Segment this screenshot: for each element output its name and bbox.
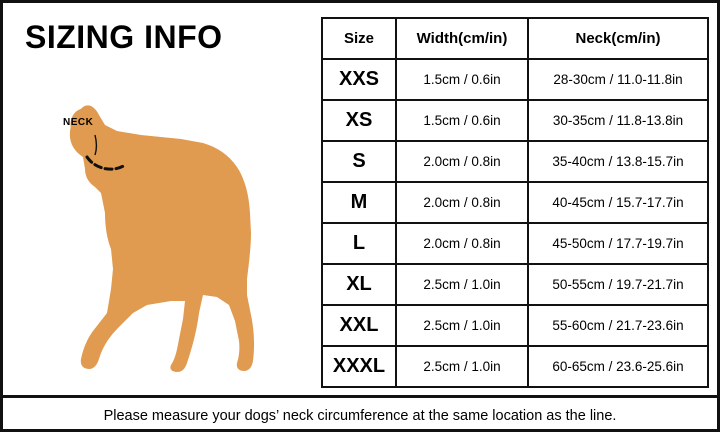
table-header-row bbox=[322, 18, 708, 59]
cell-size: XXL bbox=[322, 305, 396, 346]
table-row bbox=[322, 141, 708, 182]
size-table bbox=[321, 17, 709, 388]
cell-neck: 50-55cm / 19.7-21.7in bbox=[528, 264, 708, 305]
neck-label: NECK bbox=[63, 117, 94, 128]
cell-neck: 30-35cm / 11.8-13.8in bbox=[528, 100, 708, 141]
cell-size: XS bbox=[322, 100, 396, 141]
cell-width: 2.0cm / 0.8in bbox=[396, 182, 528, 223]
dog-diagram bbox=[21, 73, 301, 373]
cell-width: 1.5cm / 0.6in bbox=[396, 100, 528, 141]
table-row bbox=[322, 223, 708, 264]
cell-neck: 60-65cm / 23.6-25.6in bbox=[528, 346, 708, 387]
cell-size: S bbox=[322, 141, 396, 182]
table-row bbox=[322, 59, 708, 100]
cell-neck: 40-45cm / 15.7-17.7in bbox=[528, 182, 708, 223]
cell-neck: 28-30cm / 11.0-11.8in bbox=[528, 59, 708, 100]
cell-width: 1.5cm / 0.6in bbox=[396, 59, 528, 100]
cell-width: 2.0cm / 0.8in bbox=[396, 223, 528, 264]
table-row bbox=[322, 264, 708, 305]
cell-neck: 55-60cm / 21.7-23.6in bbox=[528, 305, 708, 346]
size-table-wrapper bbox=[321, 17, 707, 388]
table-row bbox=[322, 305, 708, 346]
table-row bbox=[322, 182, 708, 223]
column-header-width: Width(cm/in) bbox=[396, 18, 528, 59]
cell-size: M bbox=[322, 182, 396, 223]
cell-width: 2.0cm / 0.8in bbox=[396, 141, 528, 182]
cell-width: 2.5cm / 1.0in bbox=[396, 346, 528, 387]
column-header-size: Size bbox=[322, 18, 396, 59]
table-row bbox=[322, 100, 708, 141]
cell-size: L bbox=[322, 223, 396, 264]
column-header-neck: Neck(cm/in) bbox=[528, 18, 708, 59]
cell-size: XL bbox=[322, 264, 396, 305]
cell-size: XXXL bbox=[322, 346, 396, 387]
cell-neck: 35-40cm / 13.8-15.7in bbox=[528, 141, 708, 182]
page-title: SIZING INFO bbox=[25, 19, 223, 55]
cell-neck: 45-50cm / 17.7-19.7in bbox=[528, 223, 708, 264]
footer-note: Please measure your dogs’ neck circumference at the same location as the line. bbox=[103, 408, 617, 424]
footer-divider bbox=[3, 395, 717, 398]
table-row bbox=[322, 346, 708, 387]
cell-width: 2.5cm / 1.0in bbox=[396, 305, 528, 346]
cell-width: 2.5cm / 1.0in bbox=[396, 264, 528, 305]
left-panel bbox=[3, 3, 313, 393]
cell-size: XXS bbox=[322, 59, 396, 100]
